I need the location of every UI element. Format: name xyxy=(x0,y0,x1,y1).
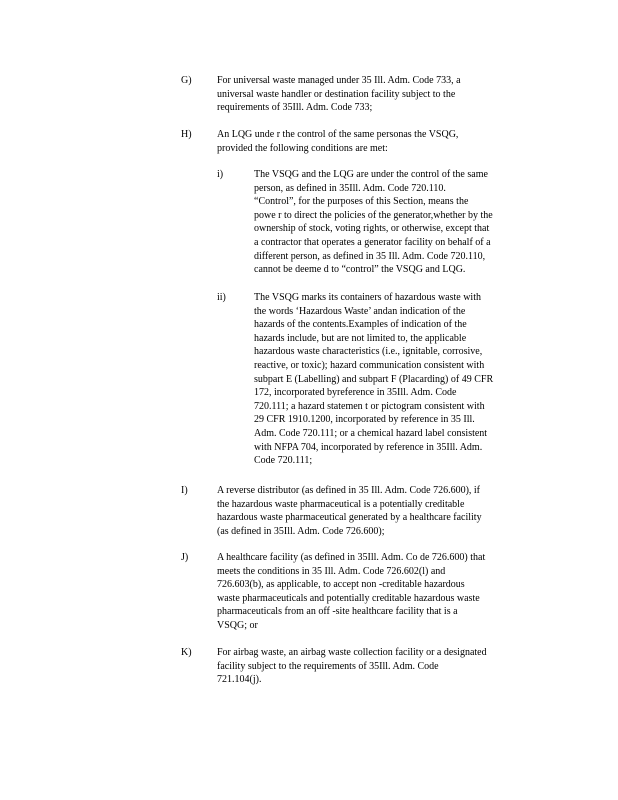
text-line: cannot be deeme d to “control” the VSQG and LQG. xyxy=(254,264,466,276)
text-line: 720.111; a hazard statemen t or pictogram consistent with xyxy=(254,400,485,412)
text-line: waste pharmaceuticals and potentially creditable hazardous waste xyxy=(217,592,480,604)
item-label: H) xyxy=(181,129,192,140)
text-line: subpart E (Labelling) and subpart F (Placarding) of 49 CFR xyxy=(254,373,494,385)
text-line: VSQG; or xyxy=(217,619,258,631)
text-line: An LQG unde r the control of the same personas the VSQG, xyxy=(217,129,459,140)
text-line: ownership of stock, voting rights, or otherwise, except that xyxy=(254,223,490,235)
text-line: hazards of the contents.Examples of indication of the xyxy=(254,319,467,331)
item-text xyxy=(254,168,539,277)
item-text xyxy=(217,74,539,115)
text-line: A reverse distributor (as defined in 35 Ill. Adm. Code 726.600), if xyxy=(217,485,481,496)
text-line: meets the conditions in 35 Ill. Adm. Code 726.602(l) and xyxy=(217,565,446,577)
item-text xyxy=(217,551,539,633)
text-line: Adm. Code 720.111; or a chemical hazard label consistent xyxy=(254,427,488,439)
item-label: ii) xyxy=(217,292,226,303)
text-line: with NFPA 704, incorporated by reference in 35Ill. Adm. xyxy=(254,441,483,453)
item-label: G) xyxy=(181,75,192,86)
text-line: facility subject to the requirements of 35Ill. Adm. Code xyxy=(217,660,439,672)
item-text xyxy=(217,128,539,155)
text-line: 29 CFR 1910.1200, incorporated by reference in 35 Ill. xyxy=(254,414,475,426)
item-label: I) xyxy=(181,485,188,496)
text-line: the hazardous waste pharmaceutical is a potentially creditable xyxy=(217,498,465,510)
item-text xyxy=(217,646,539,687)
text-line: The VSQG and the LQG are under the control of the same xyxy=(254,169,488,180)
text-line: different person, as defined in 35 Ill. Adm. Code 720.110, xyxy=(254,250,486,262)
text-line: 721.104(j). xyxy=(217,674,262,686)
text-line: For universal waste managed under 35 Ill. Adm. Code 733, a xyxy=(217,75,461,86)
text-line: powe r to direct the policies of the generator,whether by the xyxy=(254,209,493,221)
text-line: The VSQG marks its containers of hazardous waste with xyxy=(254,292,481,303)
text-line: “Control”, for the purposes of this Section, means the xyxy=(254,196,469,208)
text-line: the words ‘Hazardous Waste’ andan indication of the xyxy=(254,305,466,317)
text-line: A healthcare facility (as defined in 35Ill. Adm. Co de 726.600) that xyxy=(217,552,486,563)
text-line: a contractor that operates a generator facility on behalf of a xyxy=(254,236,491,248)
item-text xyxy=(217,484,539,538)
item-label: i) xyxy=(217,169,224,180)
text-line: provided the following conditions are met: xyxy=(217,142,388,154)
text-line: pharmaceuticals from an off -site healthcare facility that is a xyxy=(217,606,458,618)
text-line: hazards include, but are not limited to, the applicable xyxy=(254,332,467,344)
text-line: universal waste handler or destination facility subject to the xyxy=(217,88,456,100)
text-line: (as defined in 35Ill. Adm. Code 726.600); xyxy=(217,525,385,537)
text-line: 172, incorporated byreference in 35Ill. Adm. Code xyxy=(254,387,457,399)
text-line: person, as defined in 35Ill. Adm. Code 720.110. xyxy=(254,182,446,194)
text-line: hazardous waste pharmaceutical generated by a healthcare facility xyxy=(217,512,482,524)
text-line: requirements of 35Ill. Adm. Code 733; xyxy=(217,102,373,114)
item-label: K) xyxy=(181,647,192,658)
text-line: Code 720.111; xyxy=(254,455,313,467)
text-line: hazardous waste characteristics (i.e., ignitable, corrosive, xyxy=(254,346,483,358)
item-label: J) xyxy=(181,552,189,563)
text-line: 726.603(b), as applicable, to accept non -creditable hazardous xyxy=(217,579,465,591)
text-line: For airbag waste, an airbag waste collection facility or a designated xyxy=(217,647,487,658)
item-text xyxy=(254,291,539,468)
text-line: reactive, or toxic); hazard communication consistent with xyxy=(254,359,485,371)
